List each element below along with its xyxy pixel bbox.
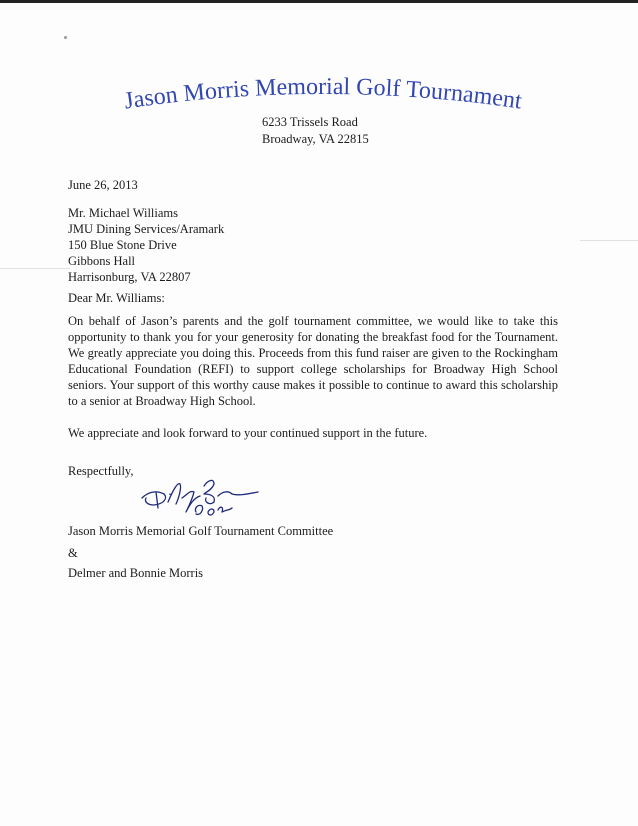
salutation: Dear Mr. Williams: [68, 291, 165, 305]
recipient-address [68, 205, 224, 285]
recipient-city: Harrisonburg, VA 22807 [68, 270, 191, 284]
closing: Respectfully, [68, 464, 134, 478]
scan-speck [64, 36, 67, 39]
recipient-name: Mr. Michael Williams [68, 206, 179, 220]
body-paragraph-2: We appreciate and look forward to your continued support in the future. [68, 426, 428, 440]
signature-ampersand: & [68, 546, 78, 560]
return-city: Broadway, VA 22815 [262, 132, 369, 146]
letterhead [88, 70, 558, 120]
recipient-organization: JMU Dining Services/Aramark [68, 222, 225, 236]
return-address [262, 114, 369, 148]
signature-committee: Jason Morris Memorial Golf Tournament Committee [68, 524, 334, 538]
signature-drawing [134, 468, 274, 530]
scan-streak [580, 240, 638, 241]
letterhead-title [123, 74, 524, 115]
body-paragraph-1: On behalf of Jason’s parents and the golf tournament committee, we would like to take this opportunity to thank you for your generosity for donating the breakfast food for the Tournament. We greatly appreciate you doing this. Proceeds from this fund raiser are given to the Rockingham Educational Foundation (REFI) to support college scholarships for Broadway High School seniors. Your support of this worthy cause makes it possible to continue to award this scholarship to a senior at Broadway High School. [68, 314, 558, 408]
recipient-building: Gibbons Hall [68, 254, 136, 268]
handwritten-signature [134, 468, 274, 530]
letter-date: June 26, 2013 [68, 178, 138, 192]
letterhead-arc [88, 70, 558, 120]
return-street: 6233 Trissels Road [262, 115, 358, 129]
letterhead-title-path: Jason Morris Memorial Golf Tournament [122, 73, 524, 115]
recipient-street: 150 Blue Stone Drive [68, 238, 177, 252]
scan-streak [0, 268, 70, 269]
signature-names: Delmer and Bonnie Morris [68, 566, 204, 580]
scan-top-edge [0, 0, 638, 3]
